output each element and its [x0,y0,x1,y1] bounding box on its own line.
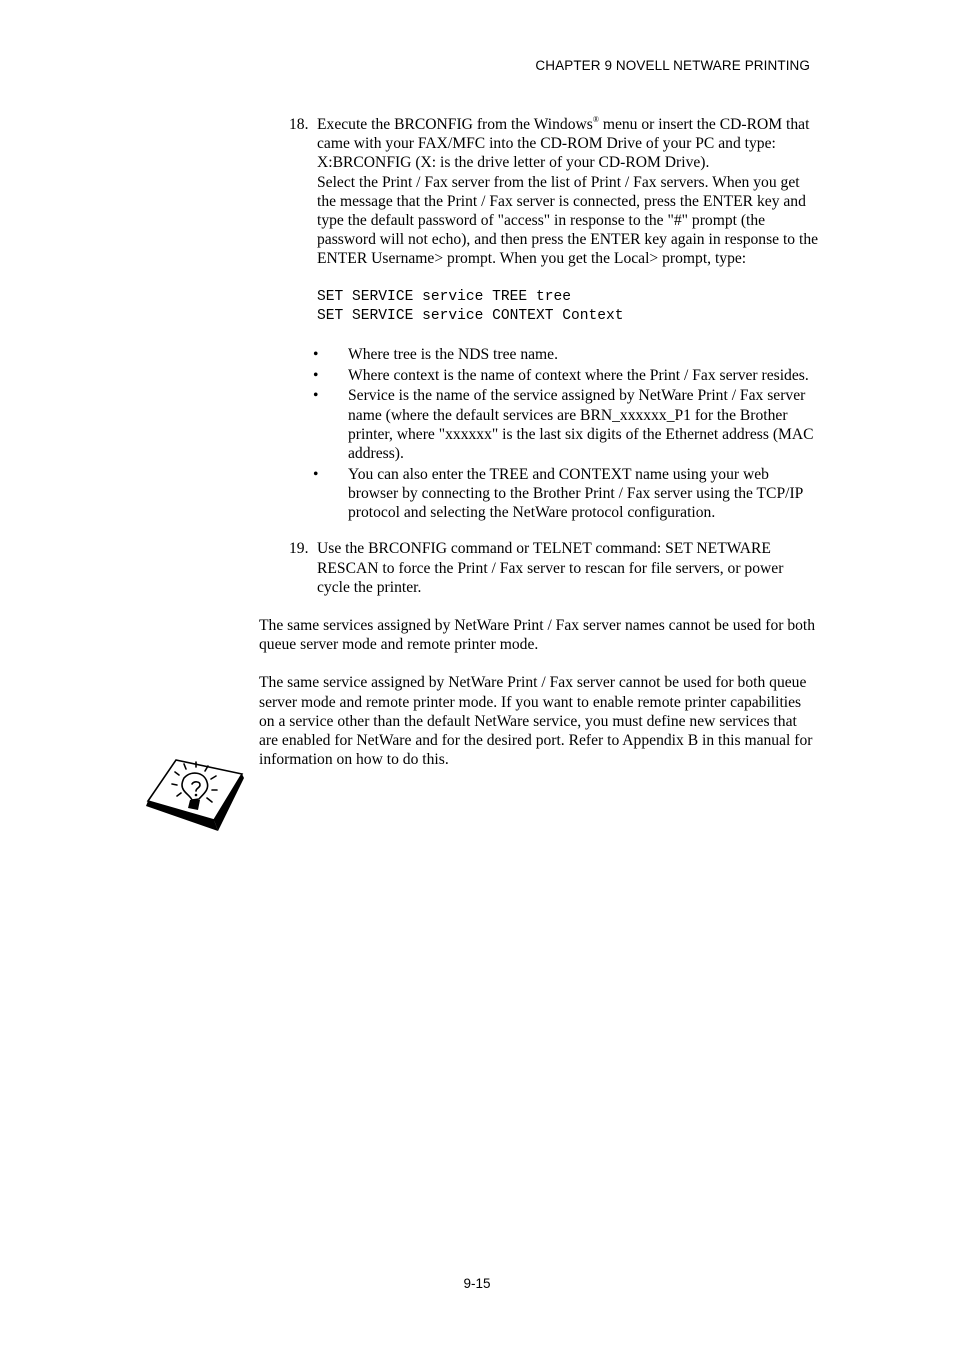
page-number: 9-15 [463,1276,491,1291]
registered-mark: ® [592,115,599,124]
bullet-icon: • [313,366,319,384]
step-18-text-b: menu or insert the CD-ROM that came with your FAX/MFC into the CD-ROM Drive of your PC and type: X:BRCONFIG (X: is the drive letter of your CD-ROM Drive). [317,116,810,172]
command-block [317,288,819,326]
step-19-text: Use the BRCONFIG command or TELNET command: SET NETWARE RESCAN to force the Print / Fax server to rescan for file servers, or power cycle the printer. [317,540,784,596]
list-item-text: Service is the name of the service assigned by NetWare Print / Fax server name (where the default services are BRN_xxxxxx_P1 for the Brother printer, where "xxxxxx" is the last six digits of the Ethernet address (MAC address). [348,387,814,463]
list-item [313,386,819,463]
list-item [313,345,819,364]
step-18-text-a: Execute the BRCONFIG from the Windows [317,116,593,133]
bullet-icon: • [313,387,319,405]
list-item-text: Where tree is the NDS tree name. [348,346,558,364]
bullet-icon: • [313,465,319,483]
step-18-paragraph-1 [317,115,819,173]
list-item [313,366,819,385]
lightbulb-note-icon [144,758,244,834]
step-18 [259,115,819,522]
note-text: The same service assigned by NetWare Print / Fax server cannot be used for both queue server mode and remote printer mode. If you want to enable remote printer capabilities on a service other than the default NetWare service, you must define new services that are enabled for NetWare and for the desired port. Refer to Appendix B in this manual for information on how to do this. [259,674,813,769]
step-number: 18. [289,116,309,133]
list-item-text: Where context is the name of context where the Print / Fax server resides. [348,366,809,384]
bullet-icon: • [313,346,319,364]
command-line: SET SERVICE service TREE tree [317,288,571,305]
bullet-list [313,345,819,522]
step-18-paragraph-2: Select the Print / Fax server from the list of Print / Fax servers. When you get the message that the Print / Fax server is connected, press the ENTER key and type the default password of "access" in response to the "#" prompt (the password will not echo), and then press the ENTER key again in response to the ENTER Username> prompt. When you get the Local> prompt, type: [317,173,819,268]
step-19 [259,539,819,597]
body-paragraph: The same services assigned by NetWare Print / Fax server names cannot be used for both queue server mode and remote printer mode. [259,616,816,654]
chapter-header: CHAPTER 9 NOVELL NETWARE PRINTING [535,58,810,73]
command-line: SET SERVICE service CONTEXT Context [317,307,624,324]
page-content [259,115,819,769]
list-item-text: You can also enter the TREE and CONTEXT name using your web browser by connecting to the Brother Print / Fax server using the TCP/IP protocol and selecting the NetWare protocol configuration. [348,465,803,522]
step-number: 19. [289,540,309,558]
list-item [313,465,819,523]
